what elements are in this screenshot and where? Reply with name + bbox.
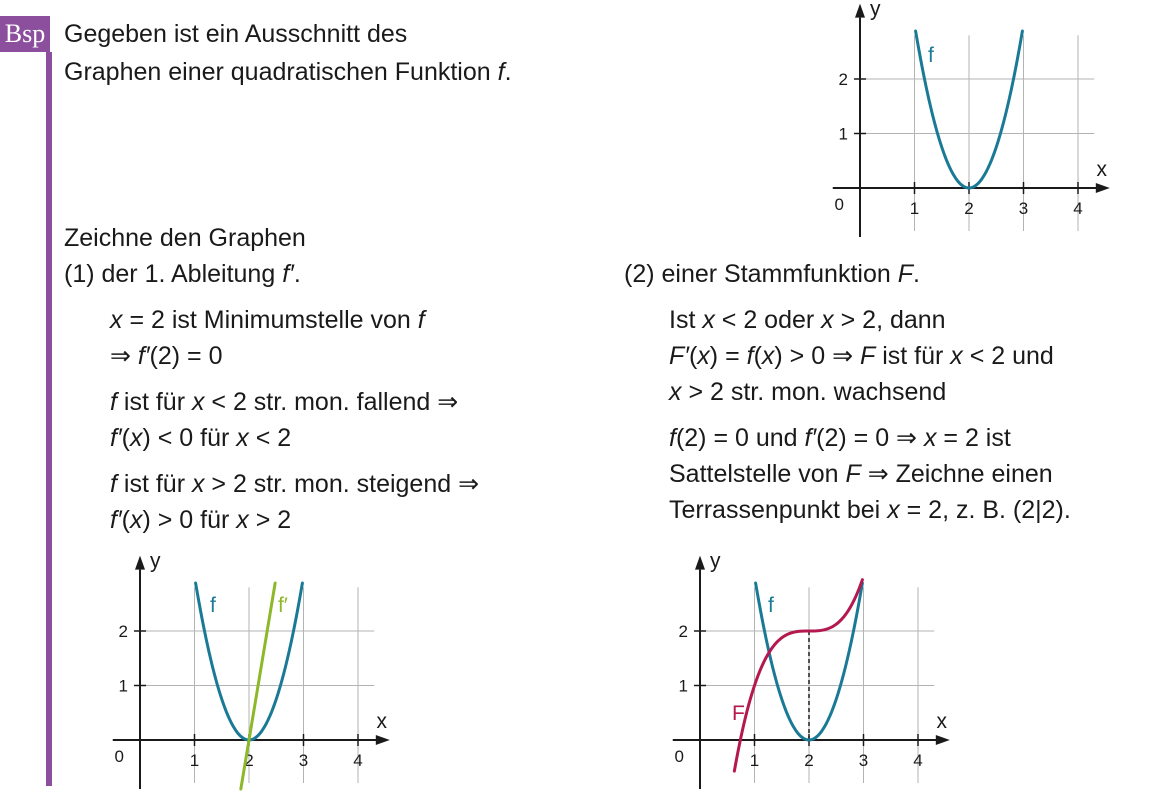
part1-line-6: f′(x) > 0 für x > 2 — [110, 506, 292, 534]
part2-line-6: Terrassenpunkt bei x = 2, z. B. (2|2). — [669, 496, 1071, 524]
y-tick-label: 2 — [678, 622, 688, 641]
x-axis-label: x — [376, 710, 388, 733]
x-tick-label: 1 — [749, 751, 760, 770]
origin-label: 0 — [674, 747, 684, 766]
series-label-0: f — [768, 594, 774, 617]
x-axis-arrow — [936, 735, 950, 745]
x-tick-label: 2 — [964, 199, 974, 218]
part1-heading: (1) der 1. Ableitung f′. — [64, 260, 301, 288]
x-tick-label: 3 — [298, 751, 309, 770]
part1-line-2: ⇒ f′(2) = 0 — [110, 342, 223, 370]
series-label-1: f′ — [278, 594, 288, 617]
y-tick-label: 2 — [838, 70, 848, 89]
intro-line-1: Gegeben ist ein Ausschnitt des — [64, 20, 408, 48]
y-axis-arrow — [855, 4, 865, 18]
y-axis-label: y — [870, 0, 881, 21]
x-tick-label: 1 — [189, 751, 200, 770]
series-label-0: f — [210, 594, 216, 617]
y-axis-label: y — [710, 549, 721, 573]
y-axis-arrow — [695, 556, 705, 570]
series-label-0: f — [928, 44, 934, 67]
example-badge: Bsp — [0, 16, 50, 52]
series-label-1: F — [732, 702, 745, 725]
part2-line-5: Sattelstelle von F ⇒ Zeichne einen — [669, 460, 1053, 488]
part2-line-2: F′(x) = f(x) > 0 ⇒ F ist für x < 2 und — [669, 342, 1054, 370]
example-side-bar — [46, 52, 52, 786]
x-tick-label: 3 — [858, 751, 869, 770]
part2-line-4: f(2) = 0 und f′(2) = 0 ⇒ x = 2 ist — [669, 424, 1011, 452]
part2-heading: (2) einer Stammfunktion F. — [624, 260, 920, 288]
y-tick-label: 1 — [678, 676, 688, 696]
origin-label: 0 — [114, 747, 124, 766]
x-axis-arrow — [1096, 183, 1110, 193]
x-tick-label: 2 — [804, 751, 814, 770]
x-tick-label: 1 — [909, 199, 920, 218]
part2-line-1: Ist x < 2 oder x > 2, dann — [669, 306, 946, 334]
part2-line-3: x > 2 str. mon. wachsend — [669, 378, 947, 406]
x-tick-label: 4 — [1073, 199, 1083, 218]
y-axis-arrow — [135, 556, 145, 570]
y-tick-label: 1 — [118, 676, 128, 696]
x-axis-label: x — [1096, 158, 1108, 181]
y-tick-label: 2 — [118, 622, 128, 641]
x-axis-label: x — [936, 710, 948, 733]
x-tick-label: 2 — [244, 751, 254, 770]
x-tick-label: 3 — [1018, 199, 1029, 218]
x-tick-label: 4 — [353, 751, 363, 770]
chart-graph-f-antiderivative — [640, 548, 980, 798]
part1-line-3: f ist für x < 2 str. mon. fallend ⇒ — [110, 388, 459, 416]
y-tick-label: 1 — [838, 124, 848, 144]
y-axis-label: y — [150, 549, 161, 573]
part1-line-1: x = 2 ist Minimumstelle von f — [110, 306, 425, 334]
task-text: Zeichne den Graphen — [64, 224, 306, 252]
series-curve-1 — [241, 583, 275, 789]
chart-graph-f — [800, 0, 1130, 250]
chart-graph-f-derivative — [80, 548, 420, 798]
intro-line-2: Graphen einer quadratischen Funktion f. — [64, 58, 512, 86]
part1-line-5: f ist für x > 2 str. mon. steigend ⇒ — [110, 470, 480, 498]
origin-label: 0 — [834, 195, 844, 214]
x-axis-arrow — [376, 735, 390, 745]
x-tick-label: 4 — [913, 751, 923, 770]
part1-line-4: f′(x) < 0 für x < 2 — [110, 424, 292, 452]
